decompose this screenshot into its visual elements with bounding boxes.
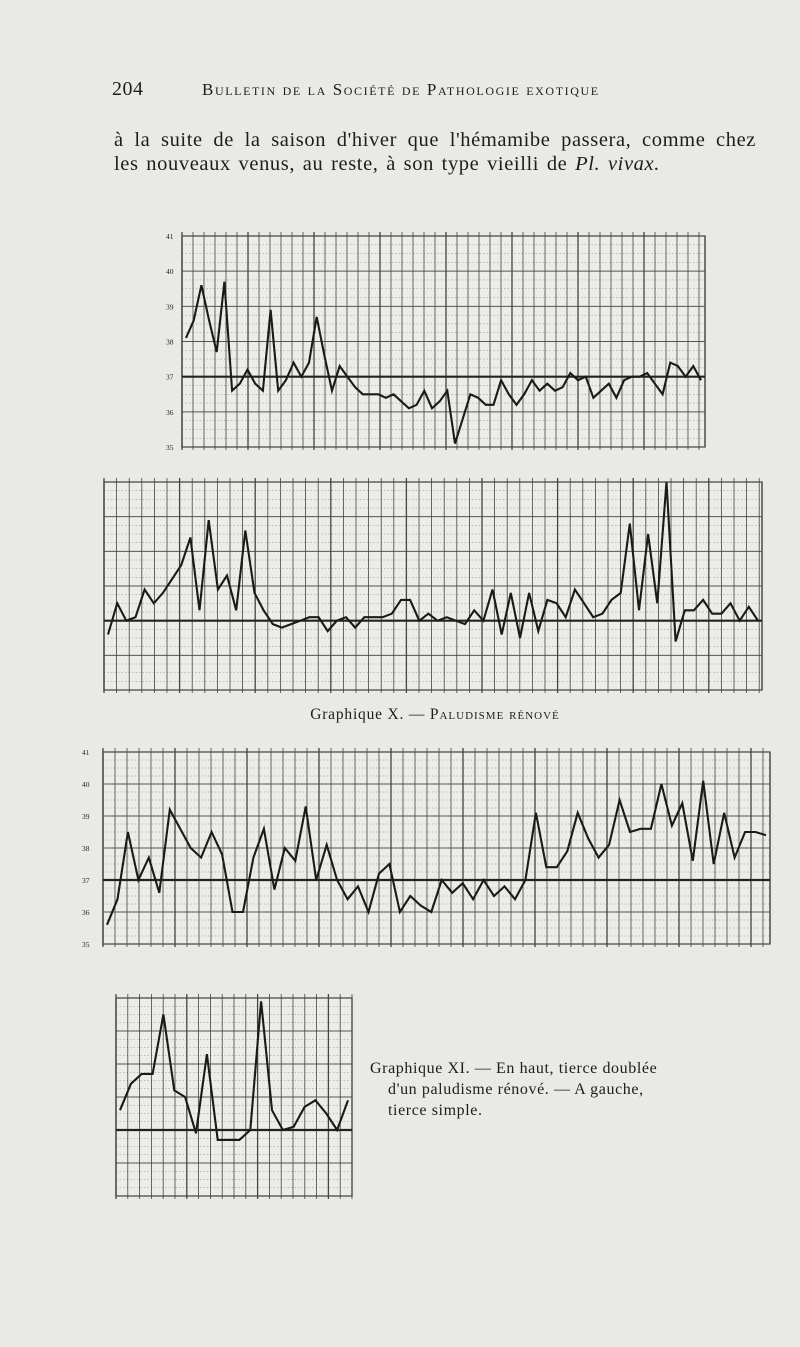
y-tick-label: 41 xyxy=(82,748,90,757)
species-name: Pl. vivax. xyxy=(575,153,660,175)
y-tick-label: 35 xyxy=(166,443,174,452)
y-tick-label: 37 xyxy=(166,372,174,382)
y-tick-label: 38 xyxy=(82,844,90,853)
graphique-xi-caption-line2: d'un paludisme rénové. — A gauche, xyxy=(388,1081,644,1098)
graphique-x-caption xyxy=(0,706,800,724)
running-head: Bulletin de la Société de Pathologie exotique xyxy=(202,80,600,99)
y-tick-label: 39 xyxy=(82,812,90,821)
y-tick-label: 35 xyxy=(82,940,90,949)
y-tick-label: 36 xyxy=(166,407,174,417)
y-tick-label: 36 xyxy=(82,908,90,917)
graphique-x-label: Graphique X. — xyxy=(310,706,430,723)
graphique-xi-caption-line3: tierce simple. xyxy=(388,1102,483,1119)
graphique-xi-caption-line1: Graphique XI. — En haut, tierce doublée xyxy=(370,1060,658,1077)
y-tick-label: 41 xyxy=(166,232,174,241)
page-number: 204 xyxy=(112,78,144,100)
y-tick-label: 39 xyxy=(166,302,174,312)
y-tick-label: 40 xyxy=(82,780,90,789)
graphique-xi-caption xyxy=(370,1058,725,1121)
y-tick-label: 38 xyxy=(166,337,174,347)
y-tick-label: 37 xyxy=(82,876,90,885)
graphique-x-title: Paludisme rénové xyxy=(429,706,560,723)
body-text: à la suite de la saison d'hiver que l'hémamibe passera, comme chez les nouveaux venus, au reste, à son type vieilli de xyxy=(114,129,756,175)
y-tick-label: 40 xyxy=(166,267,174,277)
